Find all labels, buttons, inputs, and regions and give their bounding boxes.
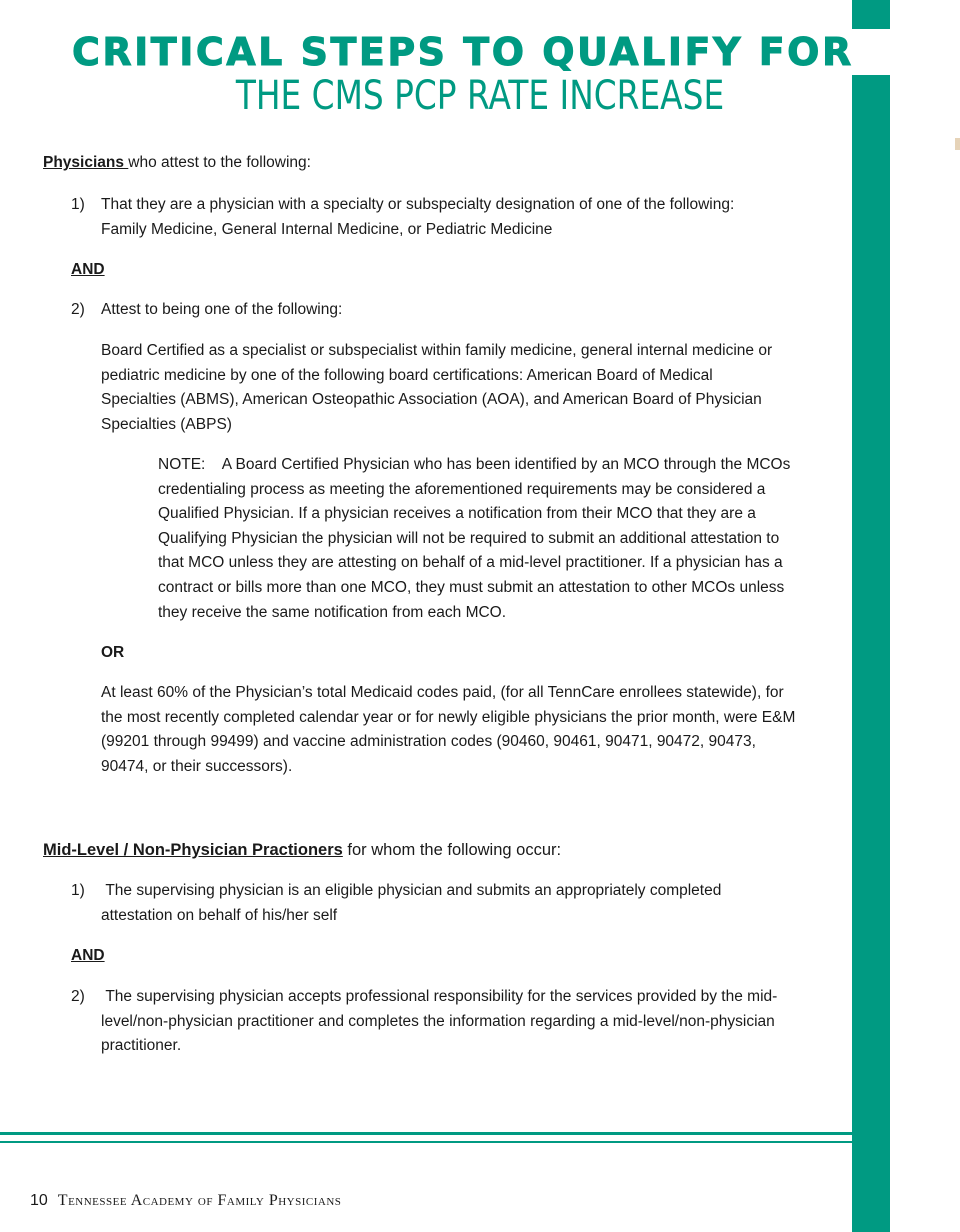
physicians-item2-text: Attest to being one of the following:: [101, 301, 343, 318]
board-certified-paragraph: Board Certified as a specialist or subspecialist within family medicine, general internal medicine or pediatric medicine by one of the following board certifications: American Board of Medical Specialties (ABMS), American Osteopathic Association (AOA), and American Board of Physician Specialties (ABPS): [101, 342, 773, 433]
right-accent-bar: [852, 0, 890, 1232]
midlevel-heading: Mid-Level / Non-Physician Practioners: [43, 841, 343, 859]
edge-tick: [955, 138, 960, 150]
physicians-heading-line: [43, 151, 311, 176]
page-title: CRITICAL STEPS TO QUALIFY FOR: [72, 30, 854, 74]
physicians-and-label: AND: [71, 261, 105, 278]
physicians-or-label: OR: [101, 644, 125, 661]
physicians-item1-text: That they are a physician with a specialty or subspecialty designation of one of the following: Family Medicine, General Internal Medicine, or Pediatric Medicine: [101, 196, 735, 238]
footer-organization: Tennessee Academy of Family Physicians: [57, 1192, 342, 1209]
midlevel-item2-text: The supervising physician accepts professional responsibility for the services provided by the mid-level/non-physician practitioner and completes the information regarding a mid-level/non-physician practitioner.: [101, 988, 780, 1055]
midlevel-and-label: AND: [71, 947, 105, 964]
medicaid-paragraph: At least 60% of the Physician’s total Medicaid codes paid, (for all TennCare enrollees statewide), for the most recently completed calendar year or for newly eligible physicians the prior month, were E&M (99201 through 99499) and vaccine administration codes (90460, 90461, 90471, 90472, 90473, 90474, or their successors).: [101, 684, 796, 775]
midlevel-item1-number: 1): [71, 882, 85, 899]
physicians-item1-number: 1): [71, 196, 85, 213]
physicians-item2-number: 2): [71, 301, 85, 318]
physicians-heading: Physicians: [43, 154, 129, 171]
footer-rule-top: [0, 1132, 852, 1135]
footer: [30, 1192, 341, 1210]
physicians-intro: who attest to the following:: [128, 154, 311, 171]
note-paragraph: NOTE: A Board Certified Physician who has been identified by an MCO through the MCOs credentialing process as meeting the aforementioned requirements may be considered a Qualified Physician. If a physician receives a notification from their MCO that they are a Qualifying Physician the physician will not be required to submit an additional attestation to that MCO unless they are attesting on behalf of a mid-level practitioner. If a physician has a contract or bills more than one MCO, they must submit an attestation to other MCOs unless they receive the same notification from each MCO.: [158, 456, 795, 621]
midlevel-item2-number: 2): [71, 988, 85, 1005]
page-subtitle: THE CMS PCP RATE INCREASE: [235, 73, 725, 119]
page-number: 10: [30, 1192, 48, 1209]
footer-rule-bottom: [0, 1141, 852, 1143]
midlevel-item1-text: The supervising physician is an eligible physician and submits an appropriately completed attestation on behalf of his/her self: [101, 882, 726, 924]
midlevel-intro: for whom the following occur:: [342, 841, 562, 859]
midlevel-heading-line: [43, 838, 561, 863]
